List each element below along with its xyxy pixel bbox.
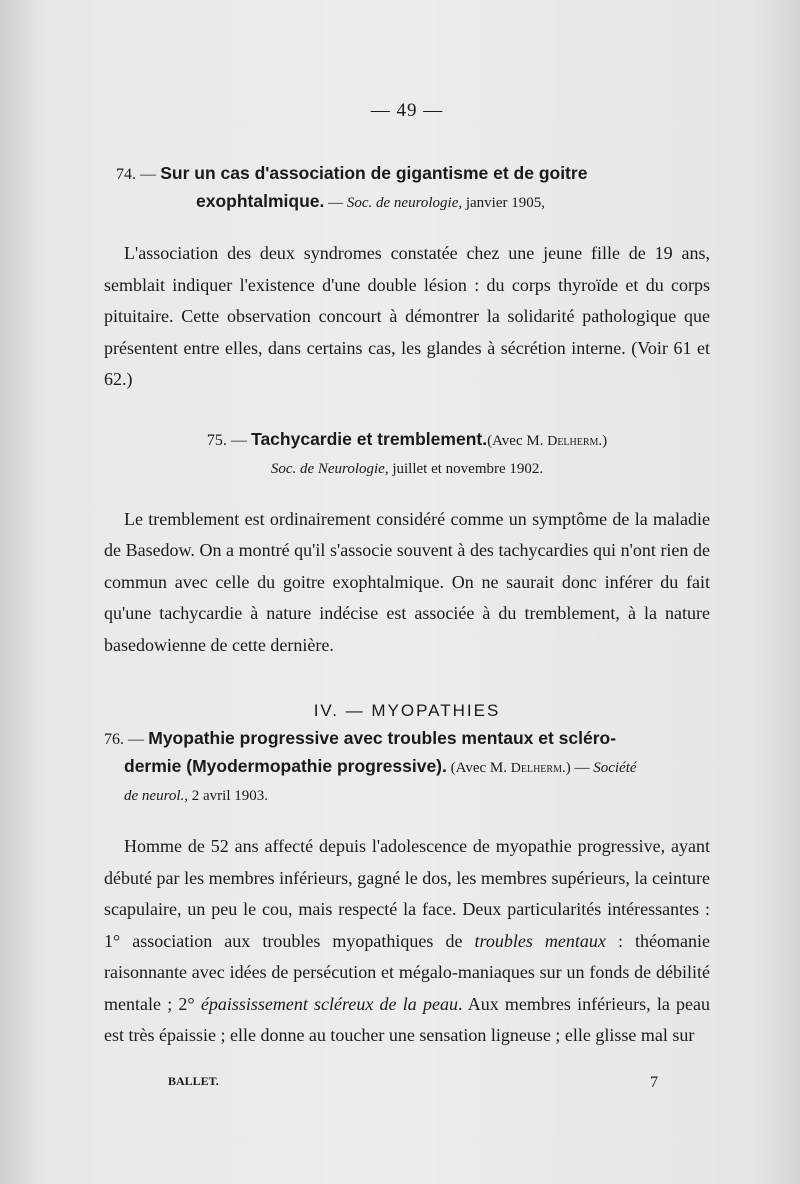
- entry-76-source-a: Société: [593, 760, 637, 776]
- entry-75-title: Tachycardie et tremblement.: [251, 428, 488, 449]
- entry-76-emphasis-2: épaississement scléreux de la peau: [200, 993, 458, 1014]
- spacer: [104, 482, 710, 504]
- footer-author: BALLET.: [168, 1074, 219, 1088]
- entry-74-text: L'association des deux syndromes constatée chez une jeune fille de 19 ans, semblait indiquer l'existence d'une double lésion : du corps thyroïde et du corps pituitaire. Cette observation concourt à démontrer la solidarité pathologique que présentent entre elles, dans certains cas, les glandes à sécrétion interne. (Voir 61 et 62.): [104, 243, 710, 389]
- entry-76-coauthor-prefix: (Avec M.: [446, 760, 511, 776]
- entry-74: [104, 160, 710, 396]
- entry-74-source: Soc. de neurologie: [346, 195, 459, 211]
- entry-76-text: [104, 831, 710, 1052]
- entry-75: [104, 426, 710, 662]
- entry-74-source-sep: —: [324, 195, 347, 211]
- entry-75-text: Le tremblement est ordinairement considéré comme un symptôme de la maladie de Basedow. On a montré qu'il s'associe souvent à des tachycardies qui n'ont rien de commun avec celle du goitre exophtalmique. On ne saurait donc inférer du fait qu'une tachycardie à nature indécise est associée à du tremblement, à la nature basedowienne de cette dernière.: [104, 508, 710, 655]
- entry-75-date: , juillet et novembre 1902.: [384, 460, 544, 477]
- entry-76-date: , 2 avril 1903.: [184, 788, 269, 804]
- entry-75-title-line1: [104, 426, 710, 455]
- entry-76-title-b: dermie (Myodermopathie progressive).: [124, 756, 447, 776]
- entry-76-coauthor-suffix: .) —: [561, 760, 594, 776]
- page-number: — 49 —: [370, 100, 444, 121]
- entry-75-title-line2: [104, 455, 710, 482]
- page-footer: [168, 1074, 658, 1092]
- entry-74-title-a: Sur un cas d'association de gigantisme et de goitre: [160, 163, 588, 183]
- entry-76: [104, 725, 710, 1052]
- entry-74-date: , janvier 1905,: [458, 195, 546, 211]
- entry-75-number: 75. —: [206, 431, 247, 449]
- entry-76-title-line1: [104, 725, 710, 753]
- entry-76-title-line2: [104, 753, 710, 782]
- entry-76-source-b: de neurol.: [124, 788, 185, 804]
- entry-75-coauthor-suffix: .): [598, 432, 608, 449]
- entry-76-text-3: . Aux membres inférieurs, la peau est très épaissie ; elle donne au toucher une sensation ligneuse ; elle glisse mal sur: [104, 993, 710, 1045]
- entry-76-emphasis-1: troubles mentaux: [474, 930, 606, 951]
- entry-74-title-line2: [104, 188, 710, 216]
- entry-76-text-1: Homme de 52 ans affecté depuis l'adolescence de myopathie progressive, ayant débuté par les membres inférieurs, gagné le dos, les membres supérieurs, la ceinture scapulaire, un peu le cou, mais respecté la face. Deux particularités intéressantes : 1° association aux troubles myopathiques de: [104, 836, 710, 951]
- spacer: [104, 216, 710, 238]
- entry-74-number: 74. —: [116, 166, 156, 183]
- entry-75-coauthor-prefix: (Avec M.: [487, 432, 548, 449]
- spacer: [104, 809, 710, 831]
- entry-75-coauthor: Delherm: [547, 433, 599, 449]
- entry-76-title-line3: [104, 782, 710, 809]
- entry-75-source: Soc. de Neurologie: [270, 460, 385, 477]
- entry-76-title-a: Myopathie progressive avec troubles mentaux et scléro-: [148, 728, 617, 748]
- entry-74-title-line1: [104, 160, 710, 188]
- entry-76-coauthor: Delherm: [510, 761, 562, 776]
- section-heading: IV. — MYOPATHIES: [313, 701, 501, 720]
- footer-signature: 7: [650, 1074, 658, 1091]
- entry-76-number: 76. —: [104, 731, 144, 748]
- page-content: [104, 100, 710, 1052]
- entry-76-text-2: : théomanie raisonnante avec idées de persécution et mégalo-maniaques sur un fonds de débilité mentale ; 2°: [104, 930, 710, 1014]
- entry-74-title-b: exophtalmique.: [196, 191, 325, 211]
